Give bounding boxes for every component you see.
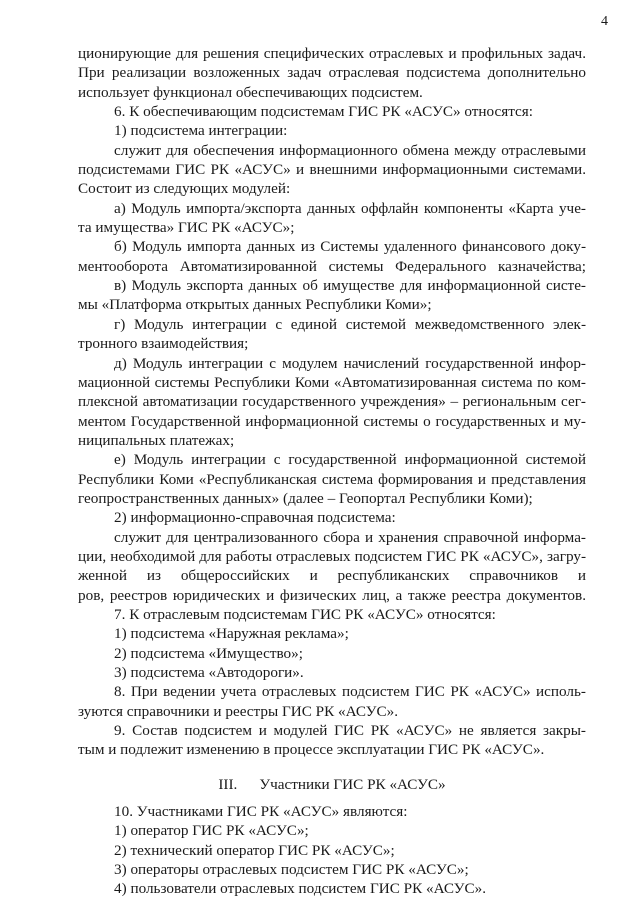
text-line: ментооборота Автоматизированной системы Федерального казначейства; [78,257,586,275]
text-line: мационной системы Республики Коми «Автоматизированная система по ком- [78,373,586,391]
text-line: использует функционал обеспечивающих подсистем. [78,83,423,101]
text-line: ции, необходимой для работы отраслевых подсистем ГИС РК «АСУС», загру- [78,547,586,565]
text-line: та имущества» ГИС РК «АСУС»; [78,219,295,237]
list-item: 3) операторы отраслевых подсистем ГИС РК «АСУС»; [114,861,469,879]
main-paragraphs [78,44,586,760]
section-heading [78,775,586,794]
text-line: Состоит из следующих модулей: [78,180,291,198]
text-line: ментом Государственной информационной системы о государственных и му- [78,412,586,430]
text-line: 2) подсистема «Имущество»; [114,644,303,662]
section-title: Участники ГИС РК «АСУС» [259,775,446,793]
text-line: 10. Участниками ГИС РК «АСУС» являются: [114,803,408,821]
text-line: г) Модуль интеграции с единой системой межведомственного элек- [114,315,586,333]
text-line: 1) подсистема «Наружная реклама»; [114,625,349,643]
text-line: 9. Состав подсистем и модулей ГИС РК «АСУС» не является закры- [114,722,586,740]
text-line: ров, реестров юридических и физических лиц, а также реестра документов. [78,586,586,604]
text-line: 8. При ведении учета отраслевых подсистем ГИС РК «АСУС» исполь- [114,683,586,701]
text-line: а) Модуль импорта/экспорта данных оффлайн компоненты «Карта уче- [114,199,586,217]
text-line: Республики Коми «Республиканская система формирования и представления [78,470,586,488]
text-line: 1) подсистема интеграции: [114,122,288,140]
text-line: 2) информационно-справочная подсистема: [114,509,396,527]
text-line: мы «Платформа открытых данных Республики Коми»; [78,296,432,314]
text-line: ниципальных платежах; [78,431,235,449]
text-line: зуются справочники и реестры ГИС РК «АСУС». [78,702,399,720]
section-number: III. [218,775,238,793]
text-line: плексной автоматизации государственного учреждения» – региональным сег- [78,393,586,411]
text-line: 7. К отраслевым подсистемам ГИС РК «АСУС» относятся: [114,605,496,623]
text-line: ционирующие для решения специфических отраслевых и профильных задач. [78,45,586,62]
text-line: служит для обеспечения информационного обмена между отраслевыми [114,141,586,159]
list-item: 1) оператор ГИС РК «АСУС»; [114,822,309,840]
page-number: 4 [601,14,608,29]
text-line: в) Модуль экспорта данных об имуществе для информационной систе- [114,277,586,295]
list-item: 2) технический оператор ГИС РК «АСУС»; [114,841,395,859]
text-line: тронного взаимодействия; [78,335,249,353]
text-line: тым и подлежит изменению в процессе эксплуатации ГИС РК «АСУС». [78,741,545,759]
text-line: б) Модуль импорта данных из Системы удаленного финансового доку- [114,238,586,256]
text-line: е) Модуль интеграции с государственной информационной системой [114,451,586,469]
text-line: д) Модуль интеграции с модулем начислений государственной инфор- [114,354,586,372]
body-text [78,44,586,899]
text-line: При реализации возложенных задач отраслевая подсистема дополнительно [78,64,586,82]
text-line: подсистемами ГИС РК «АСУС» и внешними информационными системами. [78,161,586,179]
text-line: 6. К обеспечивающим подсистемам ГИС РК «АСУС» относятся: [114,103,533,121]
text-line: служит для централизованного сбора и хранения справочной информа- [114,528,586,546]
text-line: женной из общероссийских и республиканских справочников и [78,567,586,585]
text-line: геопространственных данных» (далее – Геопортал Республики Коми); [78,489,533,507]
participants-list [78,802,586,899]
text-line: 3) подсистема «Автодороги». [114,664,304,681]
list-item: 4) пользователи отраслевых подсистем ГИС РК «АСУС». [114,880,487,898]
